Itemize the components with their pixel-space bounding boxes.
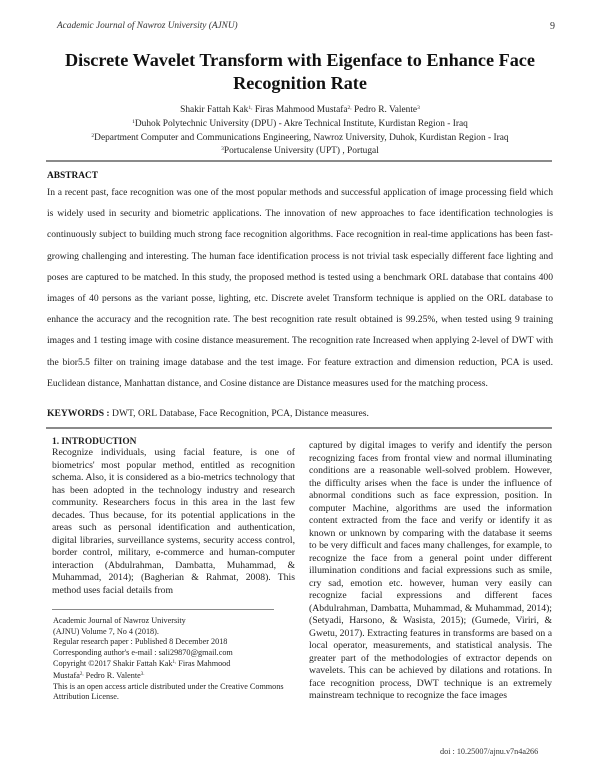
author-affil-mark: 3 (417, 105, 420, 111)
affil-mark: 1, (172, 660, 177, 666)
keywords-label: KEYWORDS : (47, 408, 110, 419)
affiliation-text: Duhok Polytechnic University (DPU) - Akre Technical Institute, Kurdistan Region - Iraq (134, 118, 468, 129)
copyright-text: Copyright ©2017 Shakir Fattah Kak (53, 659, 173, 669)
author-affil-mark: 2, (347, 105, 352, 111)
footnote-license: This is an open access article distributed under the Creative Commons Attribution License. (53, 681, 284, 702)
right-column (309, 440, 552, 703)
running-head-journal: Academic Journal of Nawroz University (AJNU) (57, 21, 238, 31)
author-affil-mark: 1, (248, 105, 253, 111)
affil-mark: 3. (140, 671, 145, 677)
footnote-published: Regular research paper : Published 8 December 2018 (53, 637, 228, 647)
footnote-copyright (53, 658, 298, 670)
author-list (40, 103, 560, 117)
author-name: Shakir Fattah Kak (180, 105, 249, 115)
paper-title: Discrete Wavelet Transform with Eigenface to Enhance Face Recognition Rate (65, 50, 535, 93)
affil-mark: 2, (79, 671, 84, 677)
abstract-bottom-divider (46, 427, 552, 429)
abstract-top-divider (46, 160, 552, 162)
footnote-copyright-cont (53, 670, 298, 682)
keywords-value: DWT, ORL Database, Face Recognition, PCA, Distance measures. (109, 408, 369, 419)
affiliation-text: Portucalense University (UPT) , Portugal (223, 146, 379, 157)
doi-link[interactable]: doi : 10.25007/ajnu.v7n4a266 (440, 747, 539, 756)
copyright-text: Firas Mahmood (176, 659, 231, 669)
footnote-journal: Academic Journal of Nawroz University (53, 616, 186, 625)
footnote-email: Corresponding author's e-mail : sali29870@gmail.com (53, 647, 233, 657)
author-name: Pedro R. Valente (351, 105, 418, 115)
publication-footnote (53, 616, 298, 703)
introduction-paragraph-right: captured by digital images to verify and identify the person recognizing faces from frontal view and normal illuminating conditions are a reasonable well-solved problem. However, the difficulty arises when the face is under the influence of abnormal conditions such as face expression, position. In computer Machine, algorithms are used the information content extracted from the face and verify or identify it as known or unknown by comparing with the database it seems to be very difficult and faces many challenges, for example, to recognize the face from a general point under different illumination conditions and facial expressions such as smile, cry sad, emotion etc. however, human very easily can recognize facial expressions and different faces (Abdulrahman, Dambatta, Muhammad, & Muhammad, 2014); (Setyadi, Harsono, & Wasista, 2015); (Gumede, Viriri, & Gwetu, 2017). Extracting features in transforms are based on a local operator, measurements, and statistical analysis. The greater part of the methodologies of extractor depends on wavelets. This can be achieved by dilations and rotations. In face recognition process, DWT technique is an extremely mainstream technique to recognize the face images (309, 440, 552, 701)
section-heading-introduction: 1. INTRODUCTION (52, 437, 137, 447)
left-column (52, 437, 295, 597)
copyright-text: Mustafa (53, 670, 80, 680)
affiliation-1 (40, 117, 560, 131)
affiliation-3 (40, 144, 560, 158)
author-name: Firas Mahmood Mustafa (252, 105, 348, 115)
introduction-paragraph-left: Recognize individuals, using facial feature, is one of biometrics' most popular method, entitled as recognition schema. Also, it is considered as a bio-metrics technology that has been adopted in the technology industry and research community. Researchers focus in this area in the last few decades. Thus because, for its potential applications in the areas such as personal identification and authentication, digital libraries, surveillance systems, security access control, border control, military, e-commerce and human-computer interaction (Abdulrahman, Dambatta, Muhammad, & Muhammad, 2014); (Bagherian & Rahmat, 2008). This method uses facial details from (52, 447, 295, 596)
affiliation-text: Department Computer and Communications Engineering, Nawroz University, Duhok, Kurdistan Region - Iraq (94, 132, 509, 143)
page-number: 9 (550, 21, 555, 32)
footnote-volume: (AJNU) Volume 7, No 4 (2018). (53, 626, 159, 636)
footnote-divider (52, 609, 274, 610)
affil-mark: 2 (91, 132, 95, 139)
keywords-line (47, 408, 553, 419)
affiliation-2 (40, 131, 560, 145)
affil-mark: 3 (221, 146, 224, 153)
abstract-body: In a recent past, face recognition was one of the most popular methods and successful application of image processing field which is widely used in security and biometric applications. The innovation of new approaches to face identification technologies is continuously subject to building much strong face recognition algorithms. Face recognition in real-time applications has been fast-growing challenging and interesting. The human face identification process is not trivial task especially different face lighting and poses are captured to be matched. In this study, the proposed method is tested using a benchmark ORL database that contains 400 images of 40 persons as the variant posse, lighting, etc. Discrete avelet Transform technique is applied on the ORL database to enhance the accuracy and the recognition rate. The best recognition rate result obtained is 99.25%, when tested using 9 training images and 1 testing image with cosine distance measurement. The recognition rate Increased when applying 2-level of DWT with the bior5.5 filter on training image database and the test image. For feature extraction and dimension reduction, PCA is used. Euclidean distance, Manhattan distance, and Cosine distance are Distance measures used for the matching process. (47, 187, 553, 389)
affil-mark: 1 (132, 118, 135, 125)
abstract-heading: ABSTRACT (47, 171, 99, 181)
author-block (40, 103, 560, 158)
copyright-text: Pedro R. Valente (83, 670, 141, 680)
